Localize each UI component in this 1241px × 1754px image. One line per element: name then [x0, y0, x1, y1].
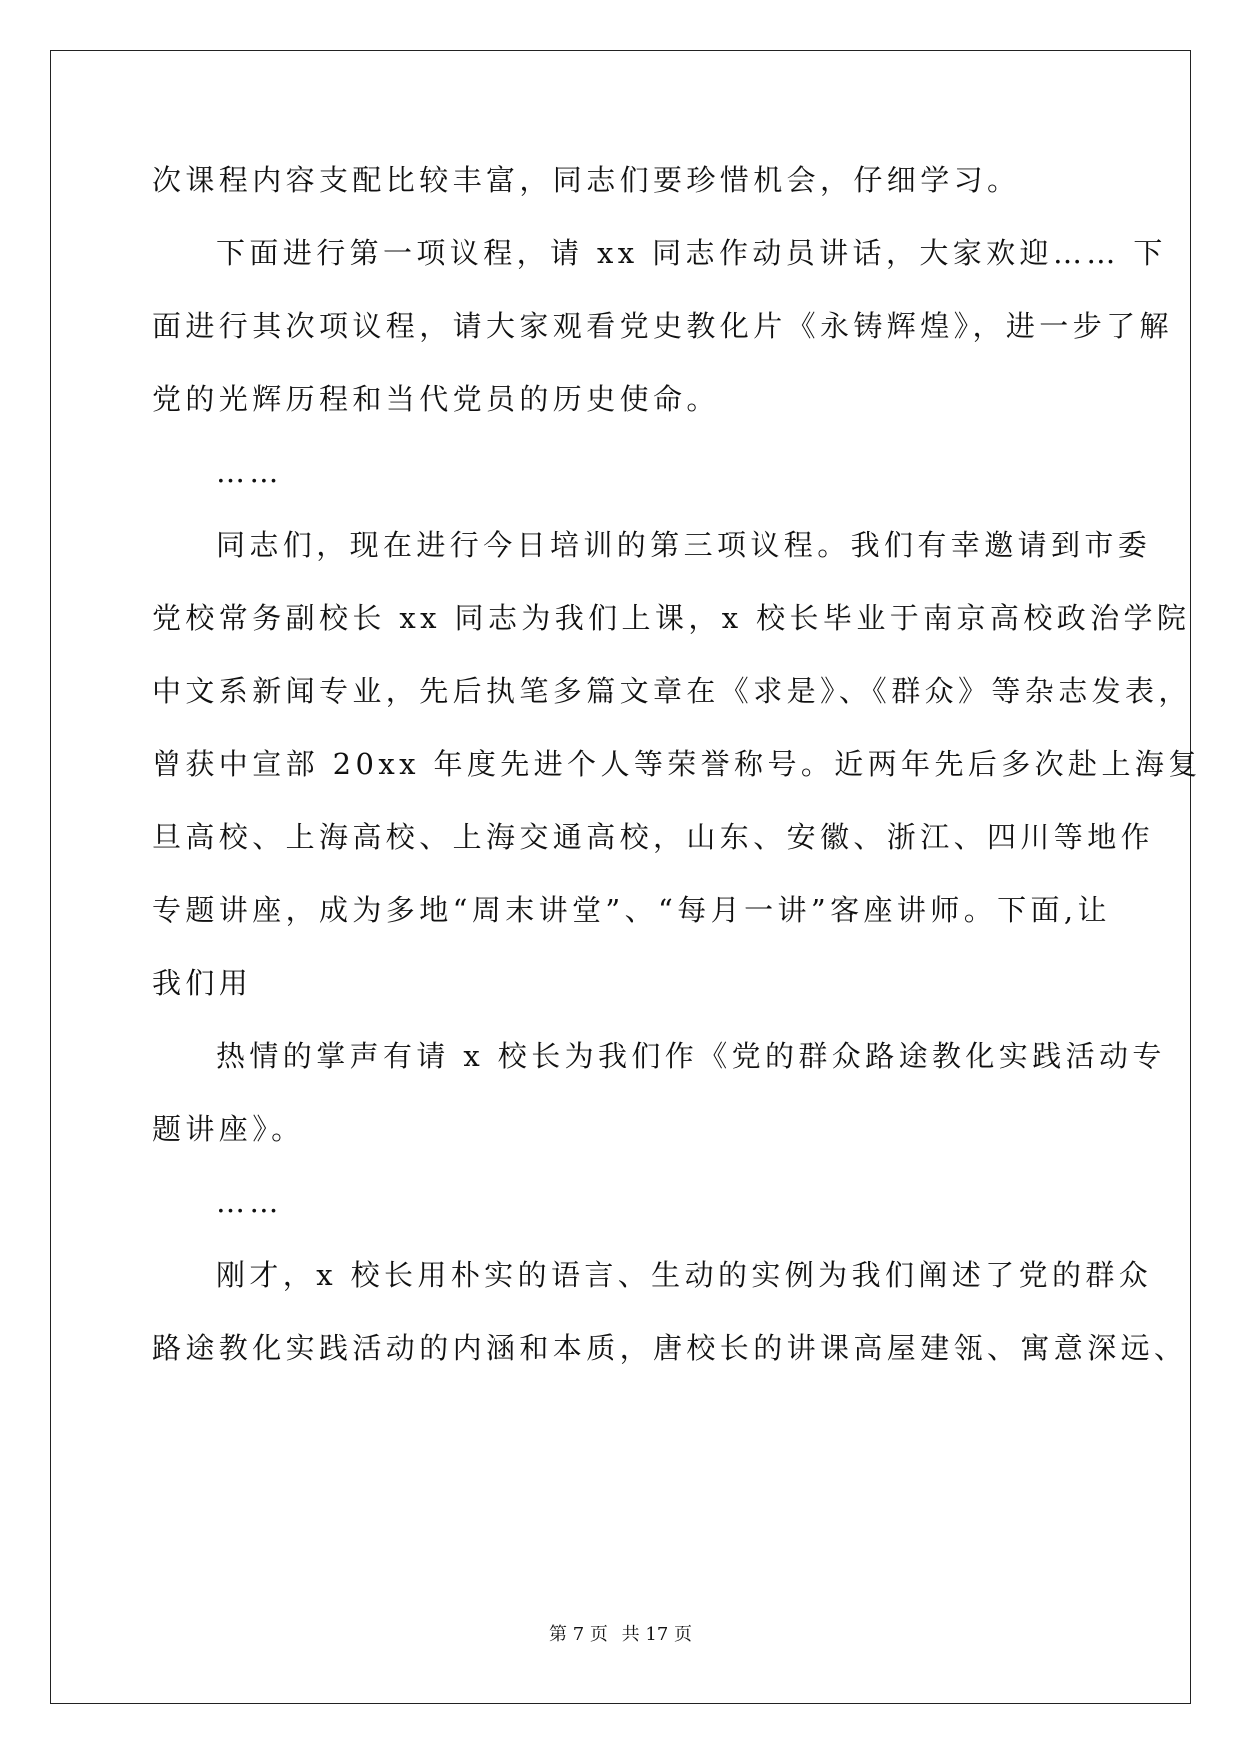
text-line: …… [216, 1185, 283, 1219]
text-line: 热情的掌声有请 x 校长为我们作《党的群众路途教化实践活动专 [216, 1039, 1166, 1073]
text-line: 党校常务副校长 xx 同志为我们上课，x 校长毕业于南京高校政治学院 [152, 601, 1191, 635]
page-total: 共 17 页 [621, 1624, 692, 1645]
page-number: 第 7 页 [549, 1624, 608, 1645]
text-line: 旦高校、上海高校、上海交通高校，山东、安徽、浙江、四川等地作 [152, 820, 1155, 854]
text-line: 面进行其次项议程，请大家观看党史教化片《永铸辉煌》，进一步了解 [152, 309, 1173, 343]
page-footer [0, 1623, 1241, 1647]
text-line: 下面进行第一项议程，请 xx 同志作动员讲话，大家欢迎…… 下 [216, 236, 1167, 270]
text-line: …… [216, 455, 283, 489]
text-line: 党的光辉历程和当代党员的历史使命。 [152, 382, 720, 416]
text-line: 我们用 [152, 966, 253, 1000]
text-line: 次课程内容支配比较丰富，同志们要珍惜机会，仔细学习。 [152, 163, 1021, 197]
text-line: 曾获中宣部 20xx 年度先进个人等荣誉称号。近两年先后多次赴上海复 [152, 747, 1202, 781]
text-line: 同志们，现在进行今日培训的第三项议程。我们有幸邀请到市委 [216, 528, 1152, 562]
text-line: 刚才，x 校长用朴实的语言、生动的实例为我们阐述了党的群众 [216, 1258, 1153, 1292]
text-line: 路途教化实践活动的内涵和本质，唐校长的讲课高屋建瓴、寓意深远、 [152, 1331, 1188, 1365]
text-line: 中文系新闻专业，先后执笔多篇文章在《求是》、《群众》等杂志发表， [152, 674, 1192, 708]
page-frame [50, 50, 1191, 1704]
text-line: 题讲座》。 [152, 1112, 305, 1146]
text-line: 专题讲座，成为多地“周末讲堂”、“每月一讲”客座讲师。下面,让 [152, 893, 1111, 927]
